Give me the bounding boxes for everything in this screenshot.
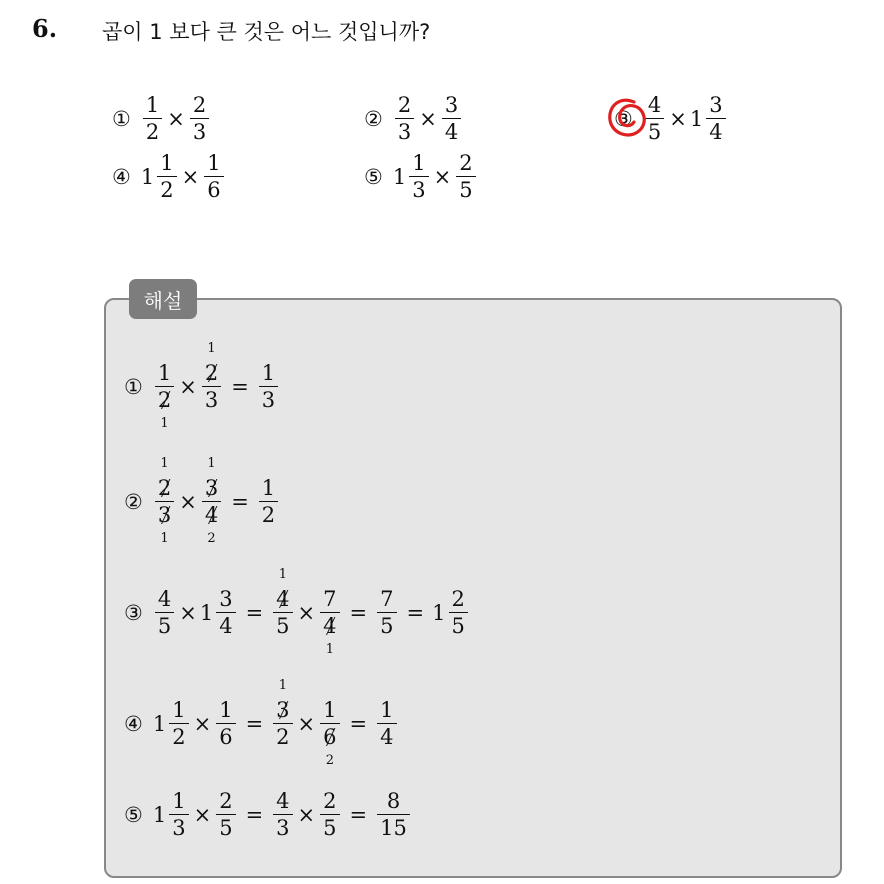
fraction xyxy=(273,567,292,639)
explanation-line xyxy=(124,567,470,657)
fraction xyxy=(190,92,209,145)
equals-operator: = xyxy=(245,802,264,827)
choice-1-mark: ① xyxy=(112,106,131,131)
fraction xyxy=(169,788,188,841)
whole-number: 1 xyxy=(199,600,214,625)
denominator: 5 xyxy=(276,614,290,638)
fraction xyxy=(377,697,396,750)
equals-operator: = xyxy=(231,489,249,514)
cancel-result: 1 xyxy=(207,456,216,471)
numerator: 2 xyxy=(397,93,412,117)
denominator: 4 xyxy=(444,120,459,144)
whole-number: 1 xyxy=(152,802,167,827)
numerator: 4 xyxy=(647,93,662,117)
fraction xyxy=(377,788,410,841)
denominator: 4 xyxy=(380,725,394,749)
cancel-result: 1 xyxy=(160,416,169,431)
fraction xyxy=(143,92,162,145)
denominator: 5 xyxy=(219,816,233,840)
fraction xyxy=(320,697,339,768)
numerator: 1 xyxy=(172,698,186,722)
equals-operator: = xyxy=(349,802,368,827)
numerator: 1 xyxy=(207,151,221,175)
denominator: 5 xyxy=(647,120,662,144)
fraction xyxy=(169,697,188,750)
denominator: 3 xyxy=(192,120,207,144)
equals-operator: = xyxy=(245,711,264,736)
explanation-line xyxy=(124,341,280,431)
fraction xyxy=(216,697,235,750)
times-operator: × xyxy=(297,802,316,827)
numerator: 7 xyxy=(380,587,394,611)
cancel-result: 2 xyxy=(325,753,334,768)
fraction xyxy=(320,586,339,657)
denominator: 4 1 xyxy=(320,613,339,639)
times-operator: × xyxy=(193,802,212,827)
denominator: 5 xyxy=(323,816,337,840)
denominator: 6 xyxy=(219,725,233,749)
fraction xyxy=(155,360,174,431)
denominator: 3 1 xyxy=(155,502,174,528)
times-operator: × xyxy=(179,489,197,514)
denominator: 6 2 xyxy=(320,724,339,750)
denominator: 5 xyxy=(459,178,473,202)
times-operator: × xyxy=(179,600,197,625)
times-operator: × xyxy=(297,600,316,625)
denominator: 4 xyxy=(709,120,723,144)
denominator: 3 xyxy=(204,388,219,412)
whole-number: 1 xyxy=(689,106,704,131)
fraction xyxy=(273,788,292,841)
fraction xyxy=(155,586,174,639)
cancel-result: 1 xyxy=(160,531,169,546)
numerator: 2 xyxy=(459,151,473,175)
answer-circle-marker xyxy=(606,96,648,140)
numerator: 3 1 xyxy=(202,475,221,501)
explanation-line xyxy=(124,788,412,841)
numerator: 1 xyxy=(160,151,174,175)
fraction xyxy=(216,788,235,841)
numerator: 2 1 xyxy=(202,360,221,386)
fraction xyxy=(204,150,223,203)
denominator: 2 1 xyxy=(155,387,174,413)
numerator: 1 xyxy=(323,698,337,722)
whole-number: 1 xyxy=(392,164,407,189)
numerator: 1 xyxy=(157,361,172,385)
cancel-result: 1 xyxy=(278,567,287,582)
denominator: 5 xyxy=(380,614,394,638)
choice-5[interactable] xyxy=(364,150,478,203)
choice-2-mark: ② xyxy=(364,106,383,131)
numerator: 3 xyxy=(444,93,459,117)
fraction xyxy=(273,678,292,750)
times-operator: × xyxy=(433,164,452,189)
denominator: 3 xyxy=(397,120,412,144)
explanation-tag: 해설 xyxy=(129,279,197,319)
cancel-result: 1 xyxy=(160,456,169,471)
numerator: 1 xyxy=(261,476,276,500)
fraction xyxy=(259,475,278,528)
denominator: 3 xyxy=(412,178,426,202)
denominator: 5 xyxy=(157,614,172,638)
numerator: 2 1 xyxy=(155,475,174,501)
equals-operator: = xyxy=(406,600,425,625)
fraction xyxy=(259,360,278,413)
fraction xyxy=(706,92,725,145)
cancel-result: 1 xyxy=(325,642,334,657)
fraction xyxy=(157,150,176,203)
choice-2[interactable] xyxy=(364,92,463,145)
fraction xyxy=(395,92,414,145)
fraction xyxy=(320,788,339,841)
numerator: 3 xyxy=(709,93,723,117)
numerator: 2 xyxy=(451,587,465,611)
numerator: 1 xyxy=(261,361,276,385)
numerator: 2 xyxy=(219,789,233,813)
numerator: 1 xyxy=(145,93,160,117)
question-number: 6. xyxy=(32,14,58,43)
fraction xyxy=(449,586,468,639)
times-operator: × xyxy=(419,106,437,131)
fraction xyxy=(442,92,461,145)
denominator: 3 xyxy=(261,388,276,412)
numerator: 1 xyxy=(172,789,186,813)
fraction xyxy=(202,341,221,413)
numerator: 2 xyxy=(323,789,337,813)
denominator: 2 xyxy=(160,178,174,202)
fraction xyxy=(409,150,428,203)
equals-operator: = xyxy=(349,711,368,736)
numerator: 1 xyxy=(219,698,233,722)
numerator: 2 xyxy=(192,93,207,117)
equals-operator: = xyxy=(349,600,368,625)
numerator: 1 xyxy=(412,151,426,175)
whole-number: 1 xyxy=(140,164,155,189)
denominator: 2 xyxy=(276,725,290,749)
denominator: 2 xyxy=(172,725,186,749)
times-operator: × xyxy=(297,711,316,736)
choice-4[interactable] xyxy=(112,150,226,203)
numerator: 3 1 xyxy=(273,697,292,723)
explanation-line xyxy=(124,678,399,768)
choice-3-mark: ③ xyxy=(614,106,633,131)
explanation-mark: ⑤ xyxy=(124,802,143,827)
fraction xyxy=(202,456,221,546)
question-text: 곱이 1 보다 큰 것은 어느 것입니까? xyxy=(102,20,431,44)
choice-1[interactable] xyxy=(112,92,211,145)
equals-operator: = xyxy=(231,374,249,399)
fraction xyxy=(377,586,396,639)
denominator: 2 xyxy=(145,120,160,144)
whole-number: 1 xyxy=(432,600,446,625)
fraction xyxy=(155,456,174,546)
numerator: 4 1 xyxy=(273,586,292,612)
equals-operator: = xyxy=(245,600,264,625)
explanation-line xyxy=(124,456,280,546)
denominator: 6 xyxy=(207,178,221,202)
explanation-mark: ① xyxy=(124,374,143,399)
fraction xyxy=(456,150,475,203)
denominator: 3 xyxy=(276,816,290,840)
whole-number: 1 xyxy=(152,711,167,736)
numerator: 1 xyxy=(380,698,394,722)
explanation-mark: ② xyxy=(124,489,143,514)
fraction xyxy=(216,586,235,639)
denominator: 4 2 xyxy=(202,502,221,528)
cancel-result: 1 xyxy=(207,341,216,356)
numerator: 8 xyxy=(386,789,401,813)
numerator: 7 xyxy=(323,587,337,611)
numerator: 3 xyxy=(219,587,233,611)
numerator: 4 xyxy=(276,789,290,813)
explanation-mark: ④ xyxy=(124,711,143,736)
choice-5-mark: ⑤ xyxy=(364,164,383,189)
denominator: 2 xyxy=(261,503,276,527)
times-operator: × xyxy=(669,106,687,131)
times-operator: × xyxy=(179,374,197,399)
denominator: 4 xyxy=(219,614,233,638)
times-operator: × xyxy=(167,106,185,131)
times-operator: × xyxy=(193,711,212,736)
cancel-result: 2 xyxy=(207,531,216,546)
times-operator: × xyxy=(181,164,200,189)
denominator: 15 xyxy=(380,816,407,840)
choice-4-mark: ④ xyxy=(112,164,131,189)
denominator: 5 xyxy=(451,614,465,638)
cancel-result: 1 xyxy=(278,678,287,693)
numerator: 4 xyxy=(157,587,172,611)
explanation-mark: ③ xyxy=(124,600,143,625)
denominator: 3 xyxy=(172,816,186,840)
